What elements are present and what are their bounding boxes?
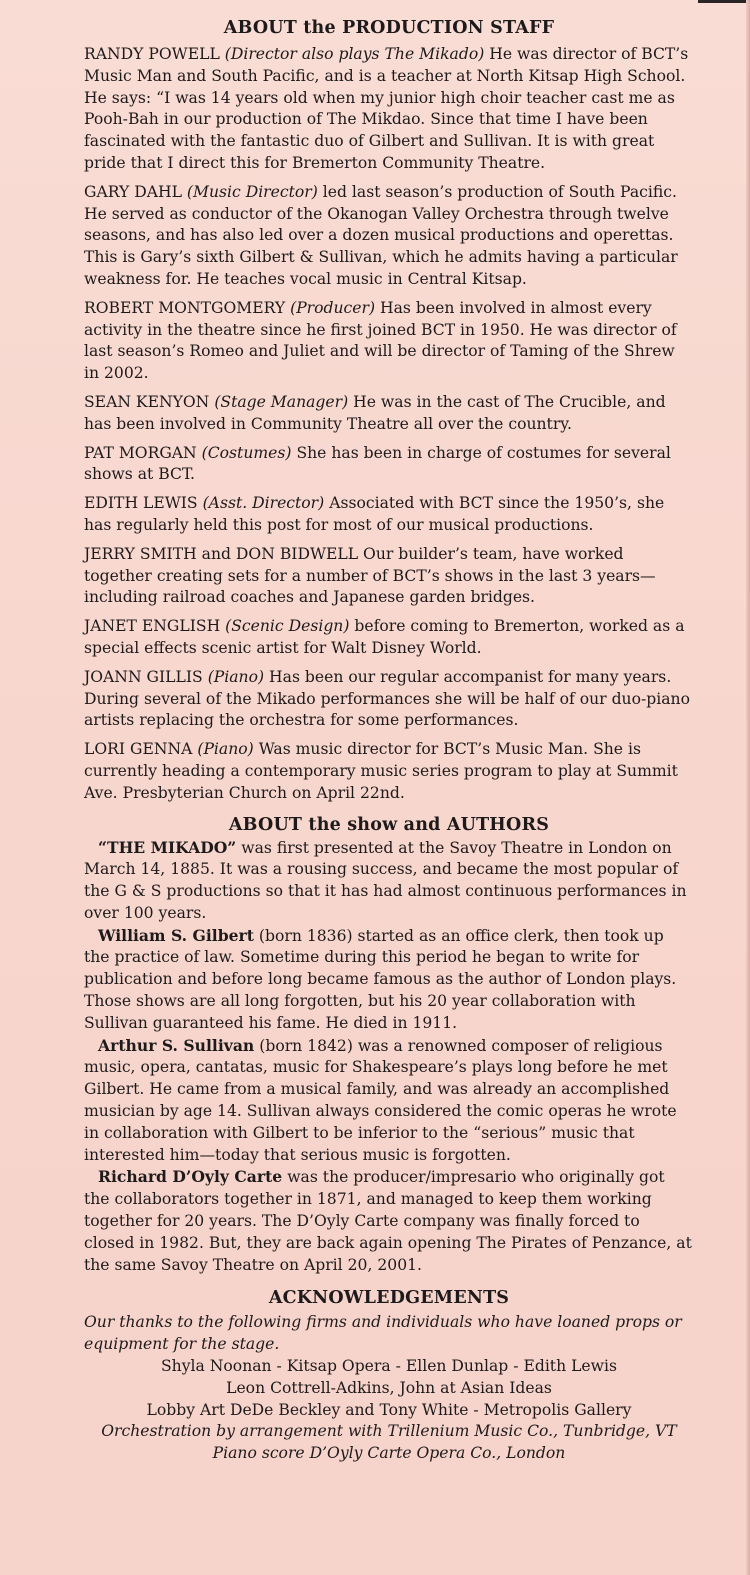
ack-line: Lobby Art DeDe Beckley and Tony White - Metropolis Gallery	[146, 1400, 632, 1419]
staff-entry: JOANN GILLIS (Piano) Has been our regular accompanist for many years. During several of the Mikado performances she will be half of our duo-piano artists replacing the orchestra for some performances.	[84, 667, 690, 730]
staff-entry: LORI GENNA (Piano) Was music director for BCT’s Music Man. She is currently heading a contemporary music series program to play at Summit Ave. Presbyterian Church on April 22nd.	[84, 740, 678, 802]
ack-credit: Orchestration by arrangement with Trillenium Music Co., Tunbridge, VT	[101, 1422, 677, 1441]
staff-list	[84, 44, 694, 805]
show-section	[84, 837, 694, 1277]
staff-entry: JANET ENGLISH (Scenic Design) before coming to Bremerton, worked as a special effects scenic artist for Walt Disney World.	[84, 617, 685, 657]
staff-entry: PAT MORGAN (Costumes) She has been in charge of costumes for several shows at BCT.	[84, 443, 671, 484]
show-paragraph: Richard D’Oyly Carte was the producer/impresario who originally got the collaborators together in 1871, and managed to keep them working together for 20 years. The D’Oyly Carte company was finally forced to closed in 1982. But, they are back again opening The Pirates of Penzance, at the same Savoy Theatre on April 20, 2001.	[84, 1167, 692, 1274]
heading-acknowledgements: ACKNOWLEDGEMENTS	[268, 1288, 510, 1309]
acknowledgements-section	[84, 1312, 694, 1465]
corner-mark	[698, 0, 750, 3]
ack-intro: Our thanks to the following firms and individuals who have loaned props or equipment for the stage.	[84, 1313, 682, 1354]
staff-entry: EDITH LEWIS (Asst. Director) Associated with BCT since the 1950’s, she has regularly held this post for most of our musical productions.	[84, 494, 665, 534]
show-paragraph: Arthur S. Sullivan (born 1842) was a renowned composer of religious music, opera, cantatas, music for Shakespeare’s plays long before he met Gilbert. He came from a musical family, and was already an accomplished musician by age 14. Sullivan always considered the comic operas he wrote in collaboration with Gilbert to be inferior to the “serious” music that interested him—today that serious music is forgotten.	[84, 1035, 677, 1164]
staff-entry: SEAN KENYON (Stage Manager) He was in the cast of The Crucible, and has been involved in Community Theatre all over the country.	[84, 392, 666, 433]
staff-entry: RANDY POWELL (Director also plays The Mikado) He was director of BCT’s Music Man and South Pacific, and is a teacher at North Kitsap High School. He says: “I was 14 years old when my junior high choir teacher cast me as Pooh-Bah in our production of The Mikdao. Since that time I have been fascinated with the fantastic duo of Gilbert and Sullivan. It is with great pride that I direct this for Bremerton Community Theatre.	[84, 45, 689, 172]
staff-entry: ROBERT MONTGOMERY (Producer) Has been involved in almost every activity in the theatre since he first joined BCT in 1950. He was director of last season’s Romeo and Juliet and will be director of Taming of the Shrew in 2002.	[84, 298, 677, 383]
ack-credit: Piano score D’Oyly Carte Opera Co., London	[212, 1444, 566, 1463]
page-content	[84, 16, 694, 1465]
heading-production-staff: ABOUT the PRODUCTION STAFF	[223, 18, 555, 38]
ack-line: Shyla Noonan - Kitsap Opera - Ellen Dunlap - Edith Lewis	[161, 1357, 617, 1376]
paper-edge	[746, 0, 750, 1575]
ack-line: Leon Cottrell-Adkins, John at Asian Ideas	[226, 1378, 552, 1397]
heading-show-authors: ABOUT the show and AUTHORS	[228, 814, 550, 835]
staff-entry: JERRY SMITH and DON BIDWELL Our builder’s team, have worked together creating sets for a number of BCT’s shows in the last 3 years—including railroad coaches and Japanese garden bridges.	[84, 544, 656, 607]
show-paragraph: William S. Gilbert (born 1836) started as an office clerk, then took up the practice of law. Sometime during this period he began to write for publication and before long became famous as the author of London plays. Those shows are all long forgotten, but his 20 year collaboration with Sullivan guaranteed his fame. He died in 1911.	[84, 925, 677, 1032]
show-paragraph: “THE MIKADO” was first presented at the Savoy Theatre in London on March 14, 1885. It was a rousing success, and became the most popular of the G & S productions so that it has had almost continuous performances in over 100 years.	[84, 837, 687, 922]
staff-entry: GARY DAHL (Music Director) led last season’s production of South Pacific. He served as conductor of the Okanogan Valley Orchestra through twelve seasons, and has also led over a dozen musical productions and operettas. This is Gary’s sixth Gilbert & Sullivan, which he admits having a particular weakness for. He teaches vocal music in Central Kitsap.	[84, 182, 678, 288]
